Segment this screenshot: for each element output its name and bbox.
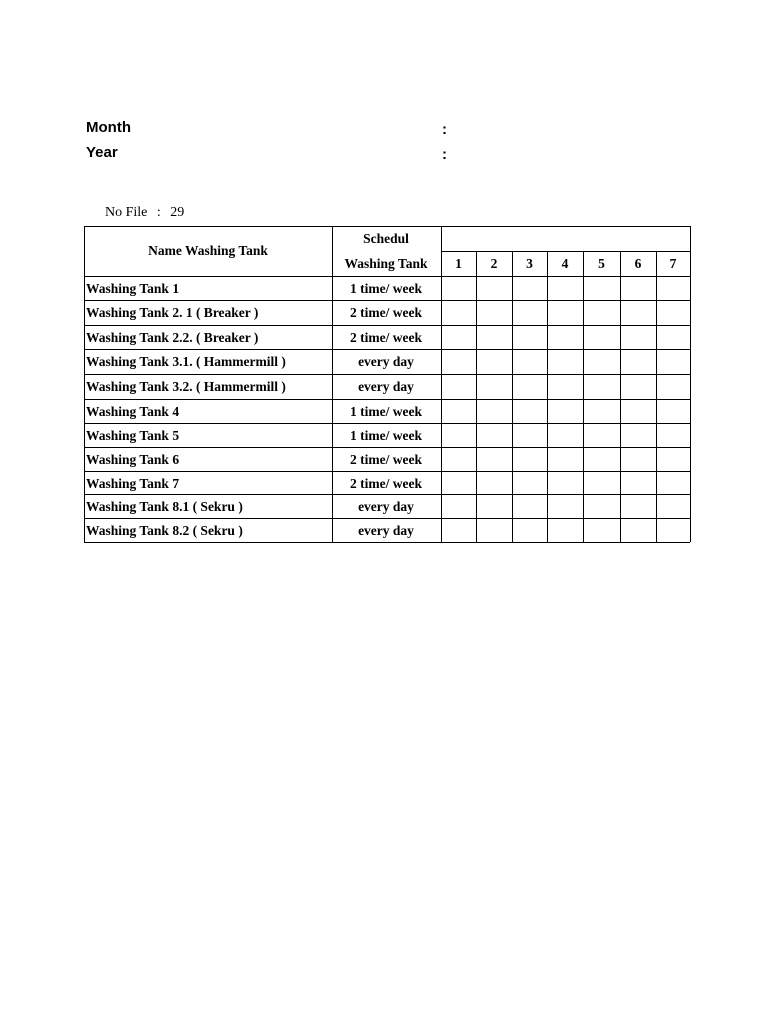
day-check-cell[interactable]	[548, 472, 583, 494]
year-colon: :	[442, 146, 447, 163]
day-header-2: 2	[490, 256, 498, 271]
day-check-cell[interactable]	[442, 472, 476, 494]
row-schedule: every day	[358, 499, 414, 514]
file-colon: :	[156, 205, 161, 220]
row-name: Washing Tank 8.2 ( Sekru )	[86, 523, 243, 538]
day-check-cell[interactable]	[584, 350, 620, 374]
day-check-cell[interactable]	[657, 350, 690, 374]
day-check-cell[interactable]	[548, 424, 583, 447]
day-check-cell[interactable]	[621, 350, 656, 374]
day-check-cell[interactable]	[657, 448, 690, 471]
day-header-1: 1	[455, 256, 462, 271]
day-check-cell[interactable]	[621, 424, 656, 447]
day-check-cell[interactable]	[477, 472, 512, 494]
day-header-3: 3	[526, 256, 533, 271]
row-schedule: 2 time/ week	[350, 452, 422, 467]
day-check-cell[interactable]	[621, 277, 656, 300]
row-name: Washing Tank 5	[86, 428, 180, 443]
day-check-cell[interactable]	[621, 472, 656, 494]
row-schedule: every day	[358, 523, 414, 538]
file-number	[105, 205, 184, 221]
day-check-cell[interactable]	[513, 301, 547, 325]
day-check-cell[interactable]	[477, 400, 512, 423]
day-check-cell[interactable]	[548, 350, 583, 374]
day-check-cell[interactable]	[548, 400, 583, 423]
day-check-cell[interactable]	[548, 301, 583, 325]
day-check-cell[interactable]	[442, 400, 476, 423]
day-check-cell[interactable]	[584, 424, 620, 447]
day-check-cell[interactable]	[548, 277, 583, 300]
day-check-cell[interactable]	[657, 495, 690, 518]
day-check-cell[interactable]	[657, 519, 690, 542]
day-check-cell[interactable]	[657, 472, 690, 494]
day-header-5: 5	[598, 256, 605, 271]
row-name: Washing Tank 2. 1 ( Breaker )	[86, 305, 259, 320]
month-colon: :	[442, 121, 447, 138]
day-check-cell[interactable]	[477, 277, 512, 300]
row-schedule: 2 time/ week	[350, 305, 422, 320]
day-check-cell[interactable]	[513, 448, 547, 471]
day-check-cell[interactable]	[621, 375, 656, 399]
day-check-cell[interactable]	[513, 400, 547, 423]
day-check-cell[interactable]	[442, 301, 476, 325]
day-check-cell[interactable]	[442, 448, 476, 471]
washing-schedule-table	[84, 226, 691, 543]
day-check-cell[interactable]	[621, 448, 656, 471]
day-check-cell[interactable]	[548, 448, 583, 471]
day-check-cell[interactable]	[621, 495, 656, 518]
day-check-cell[interactable]	[548, 519, 583, 542]
day-header-6: 6	[634, 256, 642, 271]
day-check-cell[interactable]	[621, 519, 656, 542]
row-schedule: 1 time/ week	[350, 281, 422, 296]
row-name: Washing Tank 6	[86, 452, 180, 467]
day-check-cell[interactable]	[513, 326, 547, 349]
row-name: Washing Tank 1	[86, 281, 180, 296]
day-check-cell[interactable]	[513, 495, 547, 518]
day-check-cell[interactable]	[584, 277, 620, 300]
column-header-name: Name Washing Tank	[148, 243, 268, 258]
day-check-cell[interactable]	[477, 301, 512, 325]
row-name: Washing Tank 8.1 ( Sekru )	[86, 499, 243, 514]
day-check-cell[interactable]	[442, 326, 476, 349]
day-check-cell[interactable]	[657, 400, 690, 423]
day-check-cell[interactable]	[477, 375, 512, 399]
row-schedule: every day	[358, 354, 414, 369]
day-check-cell[interactable]	[477, 326, 512, 349]
day-check-cell[interactable]	[477, 350, 512, 374]
file-number-value: 29	[170, 205, 185, 220]
day-check-cell[interactable]	[513, 375, 547, 399]
day-check-cell[interactable]	[657, 301, 690, 325]
day-check-cell[interactable]	[513, 350, 547, 374]
day-check-cell[interactable]	[621, 326, 656, 349]
day-check-cell[interactable]	[477, 519, 512, 542]
day-check-cell[interactable]	[442, 277, 476, 300]
row-name: Washing Tank 3.1. ( Hammermill )	[86, 354, 286, 369]
day-check-cell[interactable]	[584, 519, 620, 542]
day-check-cell[interactable]	[657, 277, 690, 300]
row-schedule: 1 time/ week	[350, 404, 422, 419]
row-schedule: 2 time/ week	[350, 476, 422, 491]
column-header-schedule: Schedul	[363, 231, 409, 246]
day-check-cell[interactable]	[513, 424, 547, 447]
day-check-cell[interactable]	[513, 472, 547, 494]
day-check-cell[interactable]	[621, 301, 656, 325]
day-check-cell[interactable]	[477, 424, 512, 447]
day-check-cell[interactable]	[442, 495, 476, 518]
day-check-cell[interactable]	[657, 424, 690, 447]
day-check-cell[interactable]	[584, 326, 620, 349]
row-name: Washing Tank 3.2. ( Hammermill )	[86, 379, 286, 394]
row-schedule: 1 time/ week	[350, 428, 422, 443]
day-check-cell[interactable]	[442, 424, 476, 447]
row-name: Washing Tank 4	[86, 404, 180, 419]
row-name: Washing Tank 2.2. ( Breaker )	[86, 330, 259, 345]
day-check-cell[interactable]	[584, 301, 620, 325]
day-check-cell[interactable]	[513, 277, 547, 300]
day-check-cell[interactable]	[584, 448, 620, 471]
day-check-cell[interactable]	[657, 375, 690, 399]
row-schedule: 2 time/ week	[350, 330, 422, 345]
day-check-cell[interactable]	[442, 350, 476, 374]
month-label: Month	[86, 119, 131, 136]
row-schedule: every day	[358, 379, 414, 394]
day-check-cell[interactable]	[621, 400, 656, 423]
day-check-cell[interactable]	[584, 495, 620, 518]
day-check-cell[interactable]	[548, 375, 583, 399]
day-header-7: 7	[669, 256, 677, 271]
day-check-cell[interactable]	[442, 519, 476, 542]
day-check-cell[interactable]	[584, 375, 620, 399]
row-name: Washing Tank 7	[86, 476, 180, 491]
day-header-4: 4	[561, 256, 569, 271]
file-label: No File	[105, 205, 148, 220]
day-check-cell[interactable]	[513, 519, 547, 542]
year-label: Year	[86, 144, 118, 161]
day-check-cell[interactable]	[477, 495, 512, 518]
column-header-schedule-sub: Washing Tank	[344, 256, 428, 271]
day-check-cell[interactable]	[477, 448, 512, 471]
day-check-cell[interactable]	[584, 472, 620, 494]
day-check-cell[interactable]	[584, 400, 620, 423]
day-check-cell[interactable]	[548, 495, 583, 518]
day-check-cell[interactable]	[657, 326, 690, 349]
day-check-cell[interactable]	[442, 375, 476, 399]
day-check-cell[interactable]	[548, 326, 583, 349]
